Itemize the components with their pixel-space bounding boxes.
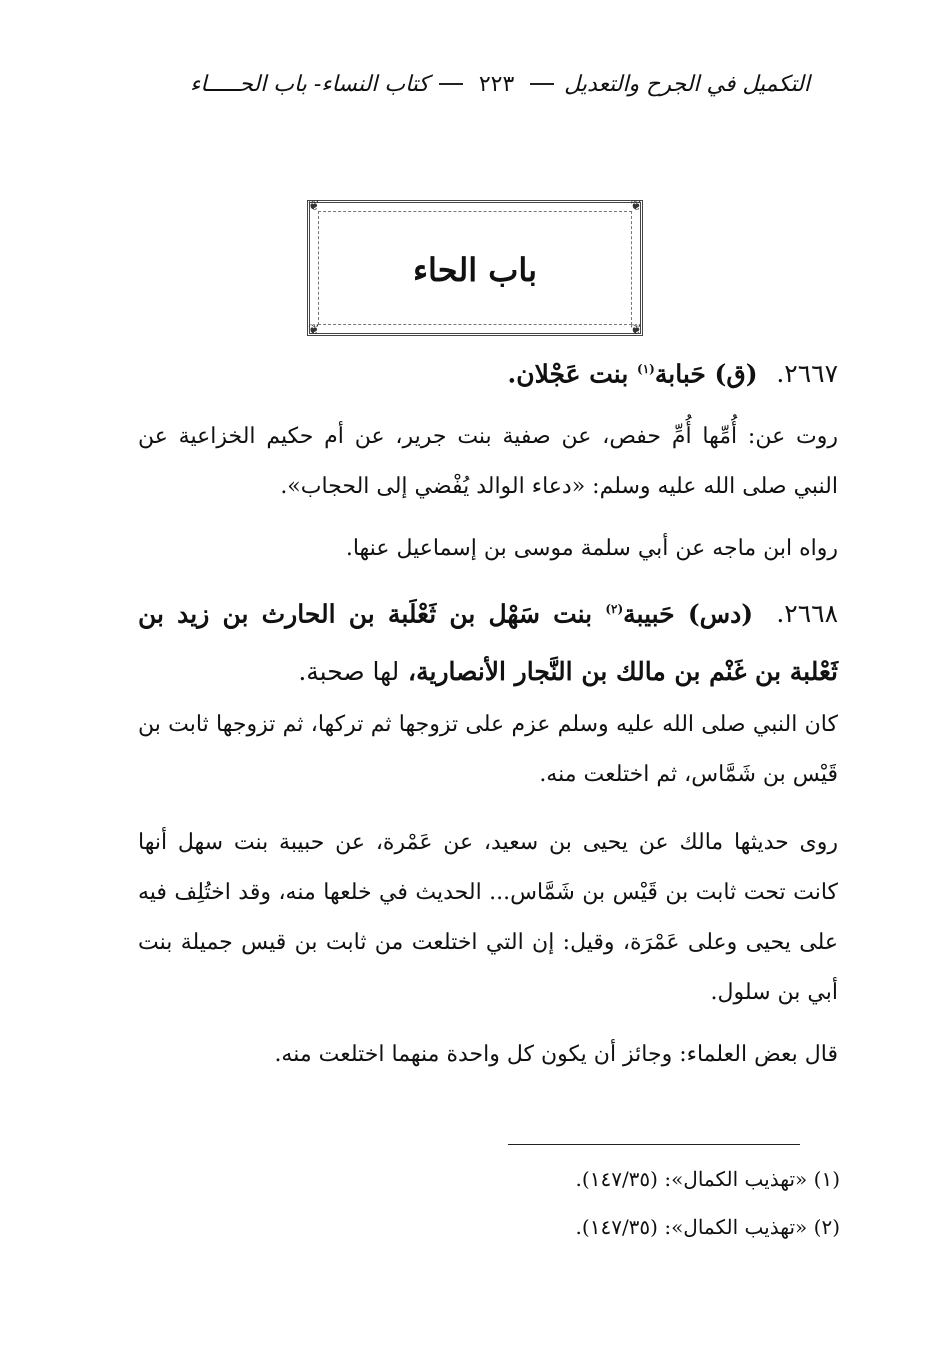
footnote-ref: (٢) [605,602,624,616]
paragraph: روى حديثها مالك عن يحيى بن سعيد، عن عَمْرة، عن حبيبة بنت سهل أنها كانت تحت ثابت بن قَيْس بن شَمَّاس... الحديث في خلعها منه، وقد اختُلِف فيه على يحيى وعلى عَمْرَة، وقيل: إن التي اختلعت من ثابت بن قيس جميلة بنت أبي بن سلول. [138,830,838,1005]
chapter-title: باب الحاء [412,251,537,289]
corner-ornament-icon: ❦ [630,198,642,214]
entry-note: لها صحبة. [298,657,400,687]
page-number: ٢٢٣ [478,71,515,97]
entry-code: (دس) [687,599,754,629]
entry-code: (ق) [714,359,758,389]
paragraph: روت عن: أُمِّها أُمِّ حفص، عن صفية بنت جرير، عن أم حكيم الخزاعية عن النبي صلى الله عليه وسلم: «دعاء الوالد يُفْضي إلى الحجاب». [138,424,838,499]
entry-heading [138,340,838,403]
entry-name: حَبيبة [623,599,675,629]
footnote-ref: (١) [637,362,655,376]
chapter-title-frame [307,200,643,336]
footnote: (٢) «تهذيب الكمال»: (١٤٧/٣٥). [575,1215,840,1239]
header-dash [530,83,554,85]
header-dash [439,83,463,85]
entry-heading [138,580,838,701]
footnote: (١) «تهذيب الكمال»: (١٤٧/٣٥). [575,1167,840,1191]
corner-ornament-icon: ❦ [308,322,320,338]
footnote-separator [508,1144,800,1145]
corner-ornament-icon: ❦ [308,198,320,214]
entry-name: حَبابة [654,359,706,389]
corner-ornament-icon: ❦ [630,322,642,338]
paragraph: كان النبي صلى الله عليه وسلم عزم على تزوجها ثم تركها، ثم تزوجها ثابت بن قَيْس بن شَمَّاس، ثم اختلعت منه. [138,712,838,787]
entry-lineage: بنت عَجْلان. [507,359,629,389]
entry-number: ٢٦٦٧. [776,359,838,389]
entry-lineage: بنت سَهْل بن ثَعْلَبة بن الحارث بن زيد بن ثَعْلبة بن غَنْم بن مالك بن النَّجار الأنصارية، [138,599,838,687]
paragraph: قال بعض العلماء: وجائز أن يكون كل واحدة منهما اختلعت منه. [274,1042,838,1067]
section-title: كتاب النساء- باب الحـــــاء [190,71,429,97]
paragraph: رواه ابن ماجه عن أبي سلمة موسى بن إسماعيل عنها. [345,536,838,561]
book-title: التكميل في الجرح والتعديل [564,71,810,97]
entry-number: ٢٦٦٨. [776,599,838,629]
running-header [190,64,810,104]
